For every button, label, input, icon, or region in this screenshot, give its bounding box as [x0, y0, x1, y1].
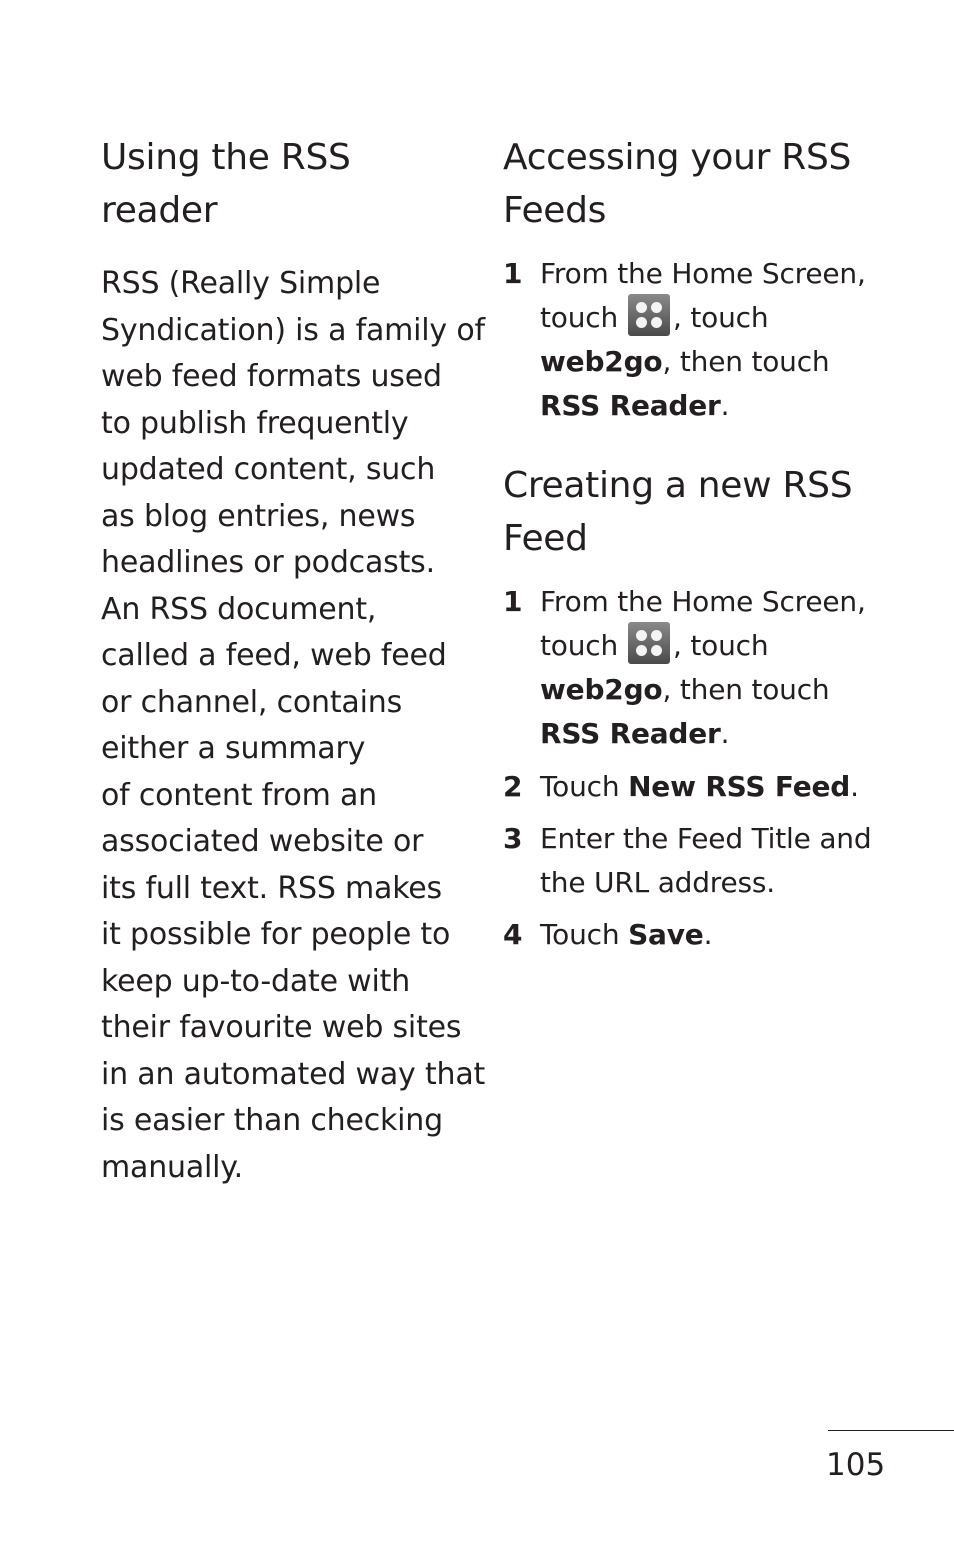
paragraph-line: Syndication) is a family of — [101, 312, 485, 348]
step-number: 1 — [503, 585, 523, 618]
step-text: , then touch — [662, 345, 830, 378]
creating-step-4 — [503, 913, 712, 957]
step-text: . — [703, 918, 713, 951]
heading-line: reader — [101, 190, 218, 231]
option-save: Save — [628, 918, 704, 951]
paragraph-line: of content from an — [101, 777, 377, 813]
step-text: . — [720, 389, 730, 422]
step-text: , touch — [673, 629, 769, 662]
paragraph-line: web feed formats used — [101, 359, 442, 394]
step-text: Touch — [540, 918, 629, 951]
app-name-rss-reader: RSS Reader — [540, 717, 721, 750]
paragraph-line: keep up-to-date with — [101, 963, 411, 999]
paragraph-line: associated website or — [101, 824, 424, 859]
heading-line: Feed — [503, 518, 588, 559]
step-text: From the Home Screen, — [540, 585, 866, 618]
paragraph-line: headlines or podcasts. — [101, 545, 435, 580]
step-text: , touch — [673, 301, 769, 334]
step-text: . — [850, 770, 859, 803]
heading-line: Creating a new RSS — [503, 465, 853, 506]
step-text: the URL address. — [540, 866, 776, 899]
heading-line: Accessing your RSS — [503, 137, 852, 178]
app-name-rss-reader: RSS Reader — [540, 389, 721, 422]
section-heading-using-rss-reader — [101, 131, 351, 237]
paragraph-line: manually. — [101, 1149, 243, 1185]
step-text: , then touch — [662, 673, 830, 706]
option-new-rss-feed: New RSS Feed — [628, 770, 851, 803]
page-number: 105 — [826, 1447, 886, 1483]
step-number: 1 — [503, 257, 523, 290]
rss-description-paragraph — [101, 261, 485, 1191]
section-heading-creating-feed — [503, 459, 852, 565]
apps-icon — [628, 294, 670, 336]
step-text: From the Home Screen, — [540, 257, 866, 290]
footer-divider — [828, 1430, 954, 1431]
paragraph-line: or channel, contains — [101, 684, 402, 720]
apps-icon — [628, 622, 670, 664]
paragraph-line: its full text. RSS makes — [101, 870, 442, 906]
paragraph-line: called a feed, web feed — [101, 638, 447, 673]
paragraph-line: either a summary — [101, 731, 366, 766]
paragraph-line: updated content, such — [101, 452, 436, 487]
paragraph-line: as blog entries, news — [101, 498, 416, 534]
creating-step-3 — [503, 817, 871, 905]
section-heading-accessing-feeds — [503, 131, 851, 237]
step-text: touch — [540, 629, 618, 662]
creating-step-1 — [503, 580, 866, 756]
paragraph-line: is easier than checking — [101, 1103, 443, 1138]
paragraph-line: it possible for people to — [101, 917, 451, 952]
paragraph-line: their favourite web sites — [101, 1010, 462, 1045]
paragraph-line: in an automated way that — [101, 1056, 486, 1092]
heading-line: Using the RSS — [101, 137, 351, 178]
paragraph-line: RSS (Really Simple — [101, 266, 381, 301]
paragraph-line: to publish frequently — [101, 405, 409, 441]
step-text: Touch — [540, 770, 629, 803]
step-text: . — [720, 717, 730, 750]
paragraph-line: An RSS document, — [101, 591, 377, 627]
step-number: 2 — [503, 770, 523, 803]
creating-step-2 — [503, 765, 859, 809]
app-name-web2go: web2go — [540, 345, 663, 378]
step-number: 4 — [503, 918, 523, 951]
step-number: 3 — [503, 822, 523, 855]
accessing-step-1 — [503, 252, 866, 428]
step-text: touch — [540, 301, 618, 334]
heading-line: Feeds — [503, 190, 607, 231]
app-name-web2go: web2go — [540, 673, 663, 706]
step-text: Enter the Feed Title and — [540, 822, 872, 855]
